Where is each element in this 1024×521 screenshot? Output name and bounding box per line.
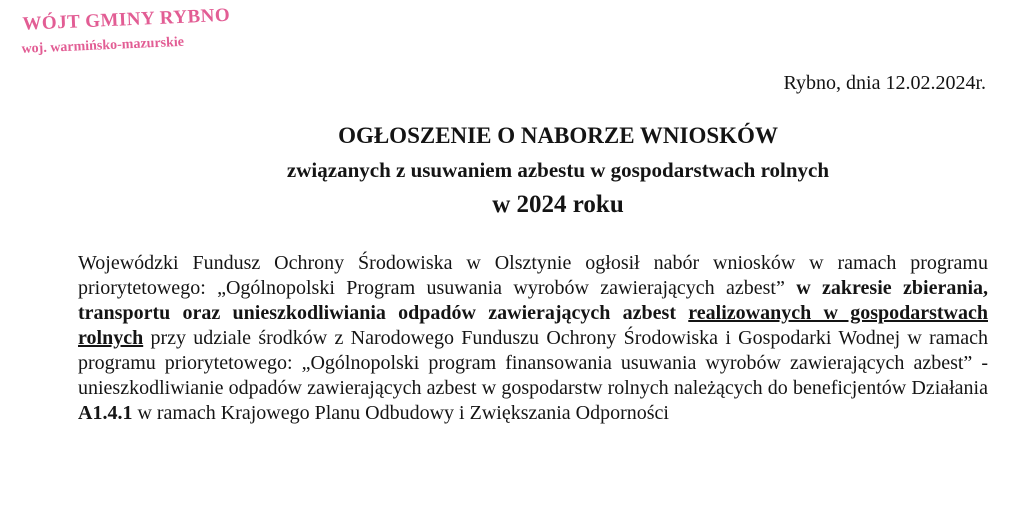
document-year: w 2024 roku (492, 191, 624, 218)
document-date: Rybno, dnia 12.02.2024r. (783, 72, 986, 94)
body-intro: Wojewódzki Fundusz Ochrony Środowiska w Olsztynie ogłosił nabór wniosków w ramach programu priorytetowego: „Ogólnopolski Program usuwania wyrobów zawierających azbest” (78, 252, 988, 299)
document-subtitle: związanych z usuwaniem azbestu w gospodarstwach rolnych (286, 158, 830, 182)
stamp-region: woj. warmińsko-mazurskie (21, 34, 185, 57)
document-title: OGŁOSZENIE O NABORZE WNIOSKÓW (338, 123, 778, 148)
body-action-code: A1.4.1 (78, 402, 133, 424)
announcement-body (78, 251, 988, 426)
stamp-title: WÓJT GMINY RYBNO (21, 4, 231, 35)
municipality-stamp (18, 4, 240, 58)
body-plan: w ramach Krajowego Planu Odbudowy i Zwiększania Odporności (132, 402, 669, 424)
body-scope: w zakresie zbierania, transportu oraz unieszkodliwiania odpadów zawierających azbest (78, 277, 989, 324)
body-scope-underlined: realizowanych w gospodarstwach rolnych (78, 302, 988, 349)
body-funding: przy udziale środków z Narodowego Funduszu Ochrony Środowiska i Gospodarki Wodnej w ramach programu priorytetowego: „Ogólnopolski program finansowania usuwania wyrobów zawierających azbest” - unieszkodliwianie odpadów zawierających azbest w gospodarstw rolnych należących do beneficjentów Działania (78, 327, 988, 399)
